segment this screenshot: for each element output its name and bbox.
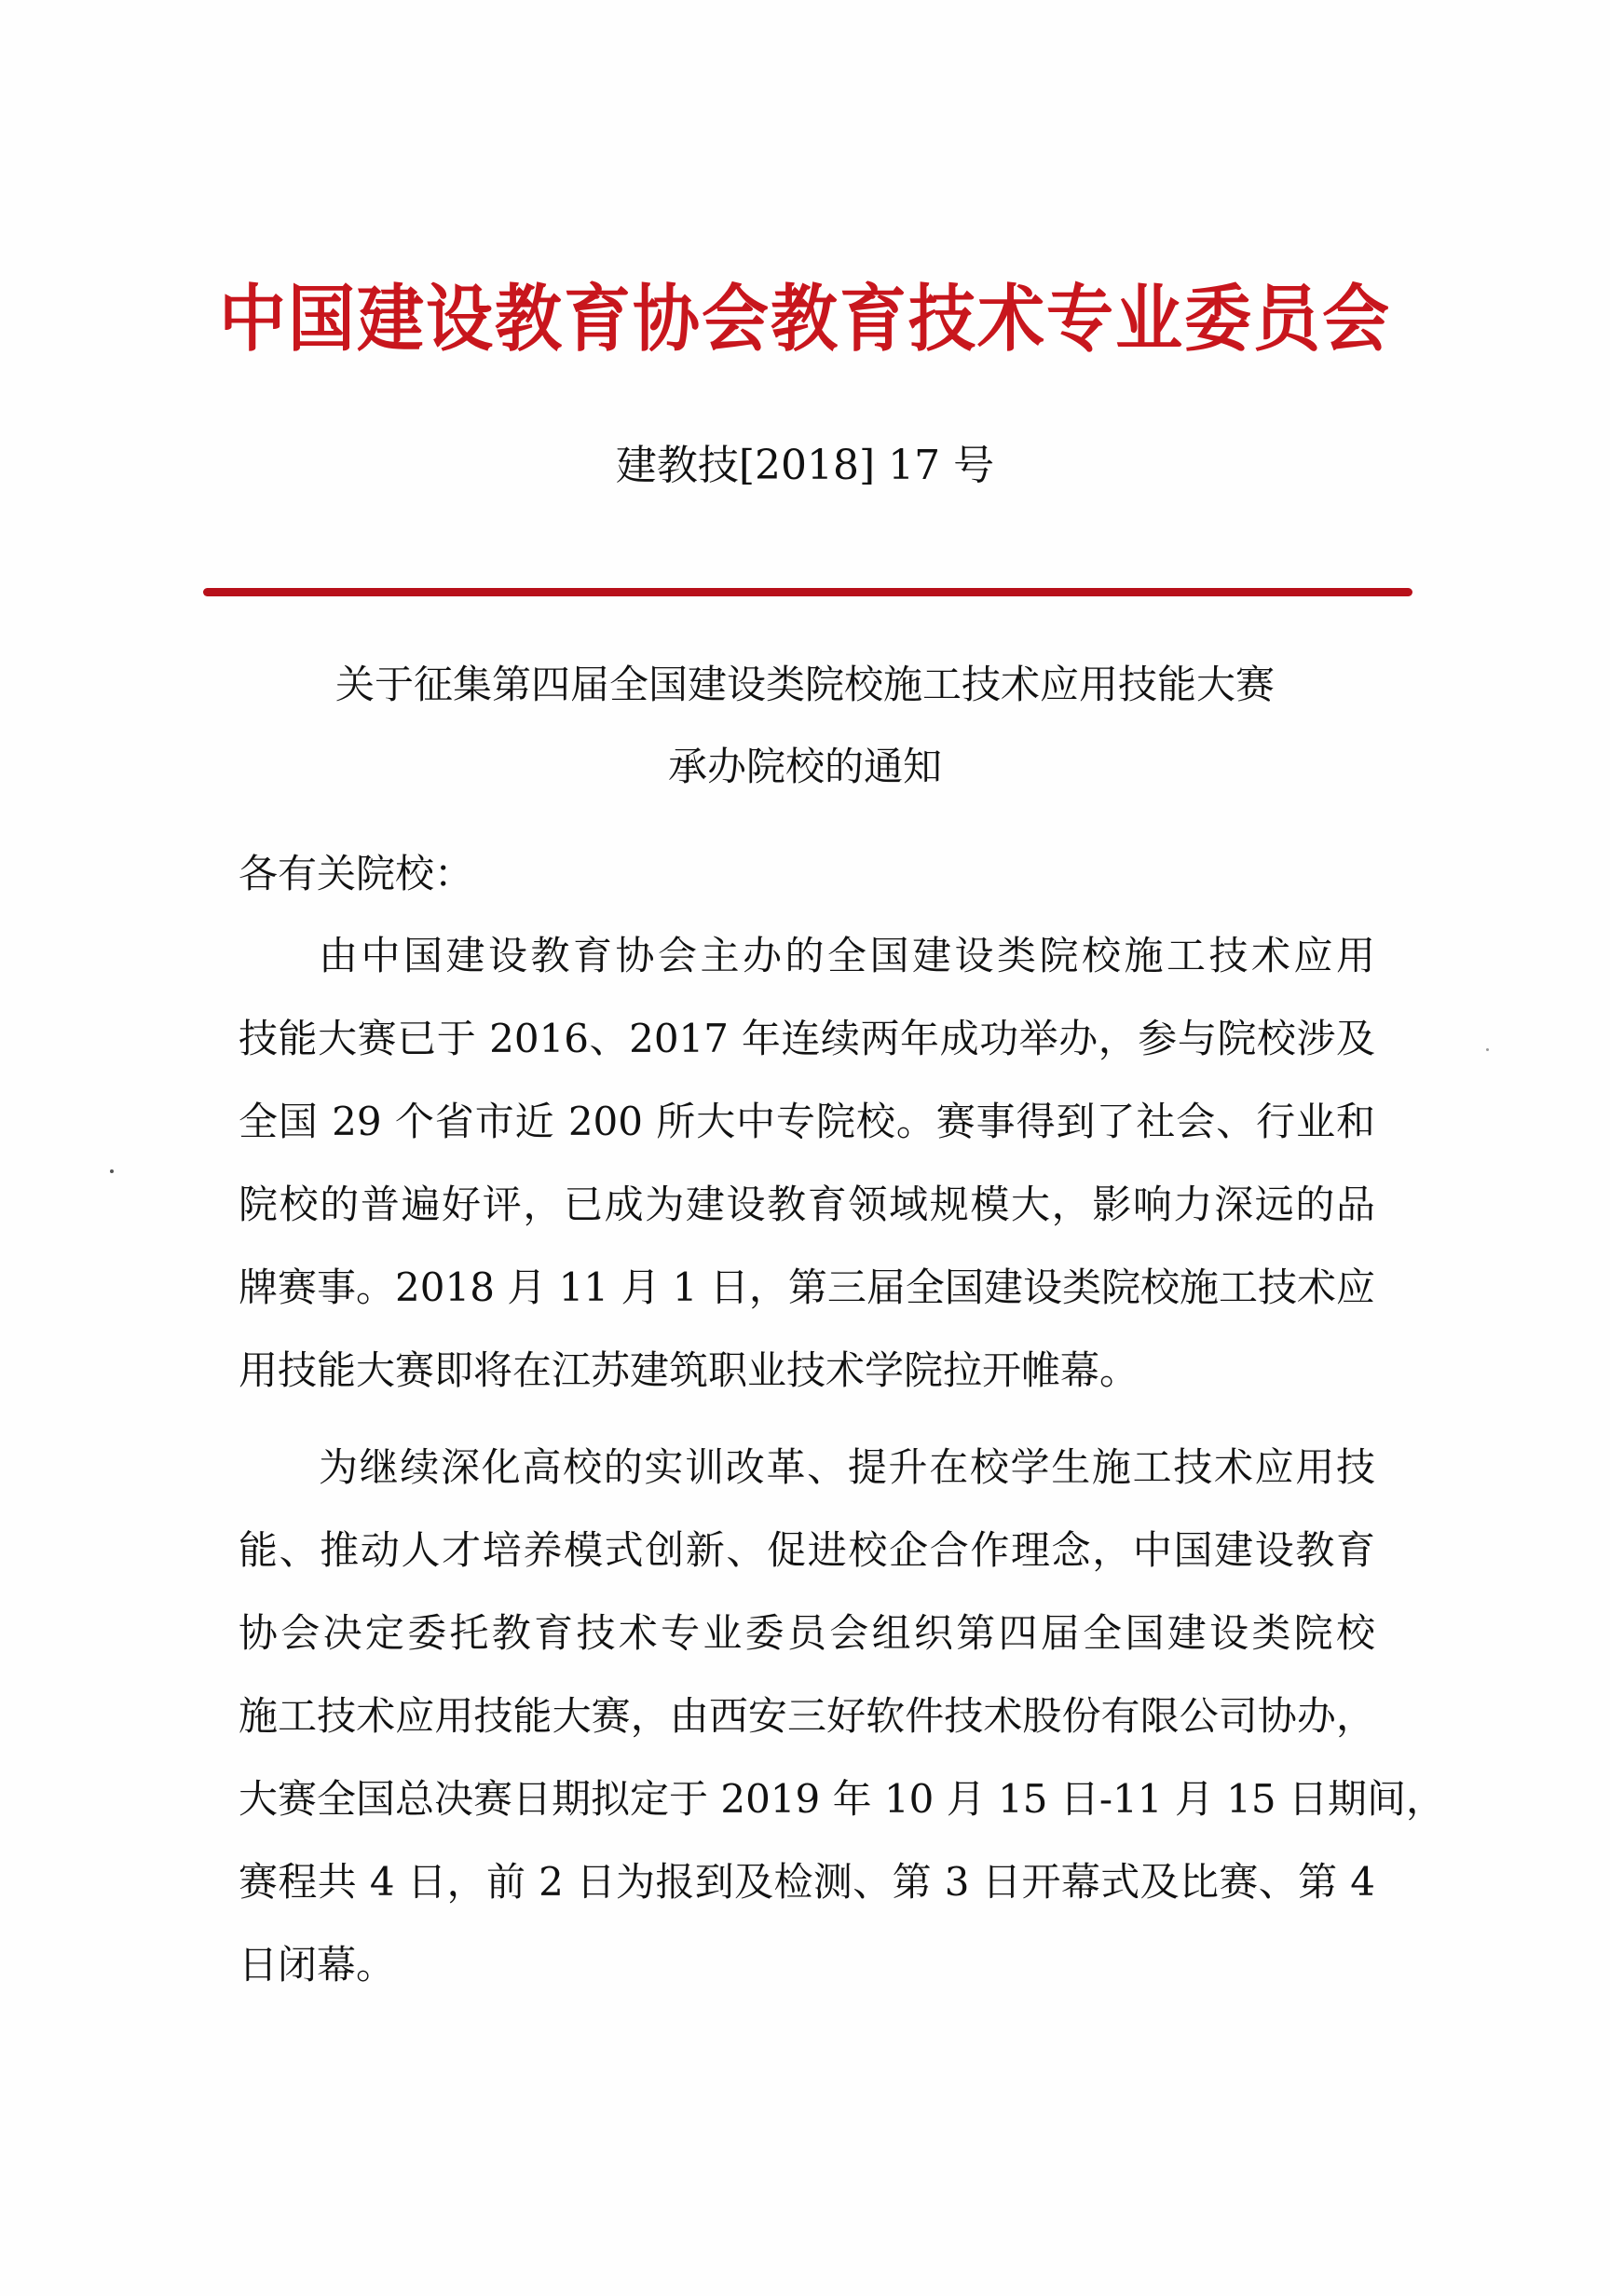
paragraph-2-line-2: 能、推动人才培养模式创新、促进校企合作理念，中国建设教育 (239, 1527, 1375, 1573)
notice-title-line-2: 承办院校的通知 (667, 744, 942, 789)
document-number: 建教技[2018] 17 号 (615, 442, 995, 489)
paragraph-2-line-5: 大赛全国总决赛日期拟定于 2019 年 10 月 15 日-11 月 15 日期间， (239, 1776, 1446, 1822)
paragraph-1-line-5: 牌赛事。2018 月 11 月 1 日，第三届全国建设类院校施工技术应 (239, 1264, 1375, 1310)
organization-header: 中国建设教育协会教育技术专业委员会 (218, 276, 1391, 362)
salutation: 各有关院校： (239, 851, 474, 896)
scan-speck (110, 1169, 114, 1173)
notice-title-line-1: 关于征集第四届全国建设类院校施工技术应用技能大赛 (334, 662, 1275, 707)
paragraph-2-line-6: 赛程共 4 日，前 2 日为报到及检测、第 3 日开幕式及比赛、第 4 (239, 1859, 1375, 1905)
paragraph-1-line-6: 用技能大赛即将在江苏建筑职业技术学院拉开帷幕。 (239, 1347, 1139, 1393)
paragraph-2-line-3: 协会决定委托教育技术专业委员会组织第四届全国建设类院校 (239, 1610, 1375, 1656)
paragraph-1-line-4: 院校的普遍好评，已成为建设教育领域规模大，影响力深远的品 (239, 1182, 1375, 1227)
red-divider-rule (203, 588, 1412, 596)
paragraph-1-line-1: 由中国建设教育协会主办的全国建设类院校施工技术应用 (319, 933, 1375, 978)
scan-speck (1486, 1048, 1489, 1051)
paragraph-2-line-1: 为继续深化高校的实训改革、提升在校学生施工技术应用技 (319, 1444, 1375, 1490)
paragraph-2-line-4: 施工技术应用技能大赛，由西安三好软件技术股份有限公司协办， (239, 1693, 1375, 1739)
paragraph-1-line-2: 技能大赛已于 2016、2017 年连续两年成功举办，参与院校涉及 (239, 1016, 1375, 1061)
paragraph-1-line-3: 全国 29 个省市近 200 所大中专院校。赛事得到了社会、行业和 (239, 1099, 1375, 1144)
paragraph-2-line-7: 日闭幕。 (239, 1942, 396, 1988)
